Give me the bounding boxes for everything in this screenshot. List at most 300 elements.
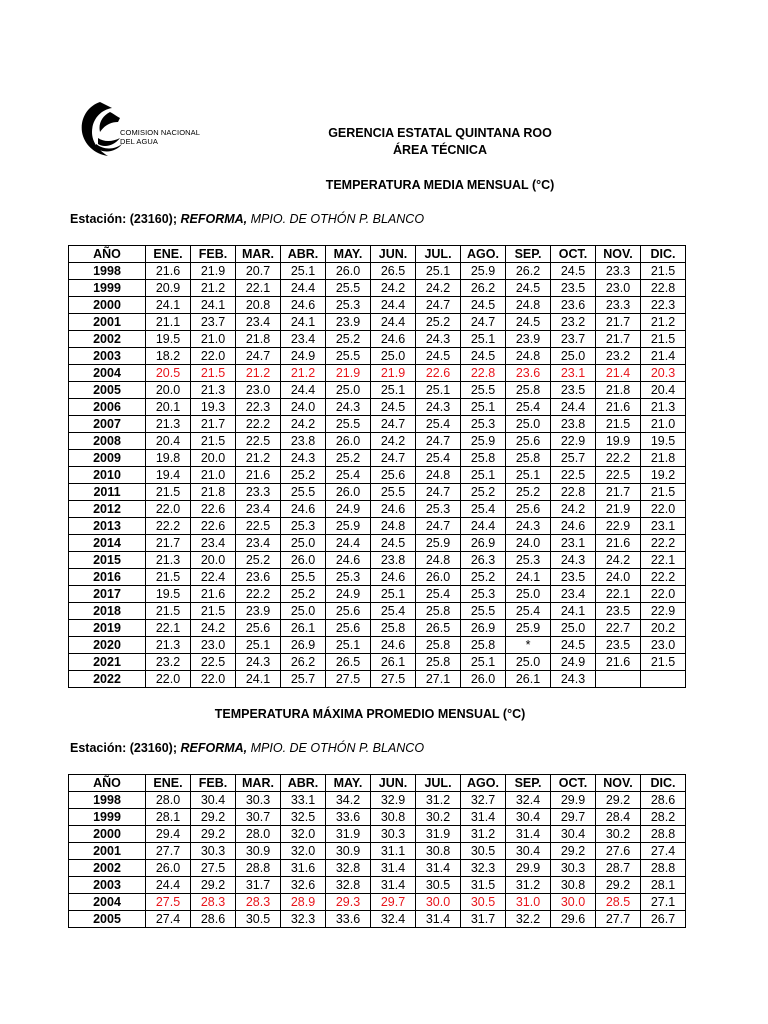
value-cell: 24.4: [281, 280, 326, 297]
table-row: [69, 433, 686, 450]
value-cell: 19.9: [596, 433, 641, 450]
value-cell: 24.7: [461, 314, 506, 331]
table-row: [69, 416, 686, 433]
value-cell: 23.5: [551, 382, 596, 399]
value-cell: 20.1: [146, 399, 191, 416]
value-cell: 24.4: [371, 314, 416, 331]
value-cell: 25.6: [326, 620, 371, 637]
value-cell: 21.2: [191, 280, 236, 297]
year-cell: 2001: [69, 314, 146, 331]
header-month: JUL.: [416, 775, 461, 792]
value-cell: 21.5: [641, 331, 686, 348]
value-cell: 30.3: [371, 826, 416, 843]
value-cell: 22.5: [236, 433, 281, 450]
header-month: NOV.: [596, 246, 641, 263]
value-cell: 22.3: [236, 399, 281, 416]
value-cell: 21.5: [146, 484, 191, 501]
value-cell: 22.9: [641, 603, 686, 620]
value-cell: 25.0: [281, 535, 326, 552]
value-cell: 25.2: [326, 331, 371, 348]
value-cell: 22.2: [641, 535, 686, 552]
value-cell: 19.8: [146, 450, 191, 467]
value-cell: 21.4: [641, 348, 686, 365]
value-cell: 21.2: [281, 365, 326, 382]
value-cell: 24.5: [371, 535, 416, 552]
value-cell: 28.3: [191, 894, 236, 911]
value-cell: 30.7: [236, 809, 281, 826]
value-cell: 22.0: [191, 348, 236, 365]
year-cell: 2005: [69, 382, 146, 399]
value-cell: 26.0: [326, 484, 371, 501]
value-cell: 30.4: [506, 843, 551, 860]
table-row: [69, 314, 686, 331]
value-cell: 19.4: [146, 467, 191, 484]
value-cell: 20.7: [236, 263, 281, 280]
value-cell: 25.0: [281, 603, 326, 620]
value-cell: 21.3: [146, 637, 191, 654]
value-cell: 25.4: [416, 416, 461, 433]
value-cell: 21.3: [191, 382, 236, 399]
value-cell: 23.9: [326, 314, 371, 331]
value-cell: 24.9: [551, 654, 596, 671]
value-cell: 27.5: [326, 671, 371, 688]
value-cell: 23.4: [236, 535, 281, 552]
value-cell: 24.8: [506, 297, 551, 314]
value-cell: 21.0: [641, 416, 686, 433]
table2-grid: [68, 774, 686, 928]
value-cell: 21.5: [191, 433, 236, 450]
value-cell: 25.8: [371, 620, 416, 637]
value-cell: 21.7: [596, 331, 641, 348]
value-cell: 20.4: [641, 382, 686, 399]
value-cell: 25.9: [326, 518, 371, 535]
value-cell: 30.8: [551, 877, 596, 894]
value-cell: 21.6: [146, 263, 191, 280]
table-row: [69, 877, 686, 894]
value-cell: 23.4: [281, 331, 326, 348]
value-cell: 27.5: [146, 894, 191, 911]
value-cell: 23.3: [596, 263, 641, 280]
value-cell: 33.1: [281, 792, 326, 809]
value-cell: 25.1: [371, 382, 416, 399]
value-cell: 25.5: [281, 484, 326, 501]
value-cell: 25.6: [506, 433, 551, 450]
value-cell: 24.5: [416, 348, 461, 365]
value-cell: 25.3: [326, 297, 371, 314]
value-cell: 29.9: [551, 792, 596, 809]
header-month: JUN.: [371, 246, 416, 263]
value-cell: 29.2: [596, 877, 641, 894]
value-cell: 22.5: [236, 518, 281, 535]
value-cell: 22.0: [146, 501, 191, 518]
value-cell: 26.2: [281, 654, 326, 671]
value-cell: 31.4: [416, 911, 461, 928]
value-cell: 28.6: [191, 911, 236, 928]
value-cell: 24.5: [371, 399, 416, 416]
value-cell: 26.1: [281, 620, 326, 637]
value-cell: 25.5: [461, 382, 506, 399]
value-cell: 30.8: [416, 843, 461, 860]
value-cell: 28.0: [146, 792, 191, 809]
value-cell: 32.2: [506, 911, 551, 928]
value-cell: 31.7: [461, 911, 506, 928]
value-cell: 26.0: [146, 860, 191, 877]
value-cell: 21.5: [641, 654, 686, 671]
table-row: [69, 894, 686, 911]
header-month: DIC.: [641, 246, 686, 263]
table-row: [69, 263, 686, 280]
value-cell: 21.3: [146, 416, 191, 433]
value-cell: 26.1: [371, 654, 416, 671]
value-cell: 21.4: [596, 365, 641, 382]
value-cell: 25.5: [371, 484, 416, 501]
value-cell: [641, 671, 686, 688]
value-cell: *: [506, 637, 551, 654]
year-cell: 2012: [69, 501, 146, 518]
value-cell: 22.1: [641, 552, 686, 569]
value-cell: 22.1: [236, 280, 281, 297]
value-cell: 23.9: [236, 603, 281, 620]
value-cell: 32.4: [371, 911, 416, 928]
value-cell: 31.5: [461, 877, 506, 894]
year-cell: 2007: [69, 416, 146, 433]
value-cell: 25.2: [416, 314, 461, 331]
header-month: SEP.: [506, 246, 551, 263]
value-cell: 25.9: [461, 263, 506, 280]
value-cell: 20.0: [191, 552, 236, 569]
value-cell: 25.1: [506, 467, 551, 484]
table-row: [69, 843, 686, 860]
value-cell: 24.3: [326, 399, 371, 416]
value-cell: 25.2: [506, 484, 551, 501]
value-cell: 21.8: [641, 450, 686, 467]
value-cell: 25.3: [326, 569, 371, 586]
table-row: [69, 399, 686, 416]
station-location: MPIO. DE OTHÓN P. BLANCO: [250, 741, 425, 755]
value-cell: 28.4: [596, 809, 641, 826]
year-cell: 2013: [69, 518, 146, 535]
value-cell: 21.8: [596, 382, 641, 399]
value-cell: 24.3: [506, 518, 551, 535]
value-cell: 22.2: [146, 518, 191, 535]
value-cell: 28.8: [641, 860, 686, 877]
header-year: AÑO: [69, 775, 146, 792]
value-cell: 27.1: [641, 894, 686, 911]
value-cell: 24.5: [551, 637, 596, 654]
value-cell: 23.1: [641, 518, 686, 535]
value-cell: 22.6: [416, 365, 461, 382]
value-cell: 24.7: [416, 297, 461, 314]
value-cell: 22.9: [596, 518, 641, 535]
header-month: AGO.: [461, 246, 506, 263]
value-cell: 26.1: [506, 671, 551, 688]
value-cell: 24.1: [506, 569, 551, 586]
table-row: [69, 637, 686, 654]
value-cell: 25.3: [461, 416, 506, 433]
value-cell: 24.5: [506, 314, 551, 331]
value-cell: 26.0: [461, 671, 506, 688]
table2-station: [70, 741, 424, 755]
value-cell: 25.5: [281, 569, 326, 586]
year-cell: 1999: [69, 280, 146, 297]
value-cell: 21.8: [236, 331, 281, 348]
value-cell: 25.0: [371, 348, 416, 365]
logo-line1: COMISION NACIONAL: [120, 128, 201, 137]
value-cell: 33.6: [326, 911, 371, 928]
value-cell: 23.0: [236, 382, 281, 399]
value-cell: 27.5: [191, 860, 236, 877]
value-cell: 29.7: [371, 894, 416, 911]
value-cell: 24.3: [416, 331, 461, 348]
value-cell: 21.5: [191, 365, 236, 382]
value-cell: 20.0: [191, 450, 236, 467]
value-cell: 25.1: [461, 654, 506, 671]
value-cell: 25.4: [506, 603, 551, 620]
year-cell: 2006: [69, 399, 146, 416]
year-cell: 2008: [69, 433, 146, 450]
value-cell: 29.3: [326, 894, 371, 911]
value-cell: 25.0: [551, 620, 596, 637]
value-cell: 23.0: [596, 280, 641, 297]
value-cell: 21.9: [596, 501, 641, 518]
value-cell: 23.8: [371, 552, 416, 569]
value-cell: 25.8: [416, 654, 461, 671]
value-cell: 23.4: [236, 314, 281, 331]
value-cell: 32.8: [326, 877, 371, 894]
value-cell: 30.5: [461, 843, 506, 860]
year-cell: 2016: [69, 569, 146, 586]
value-cell: 20.0: [146, 382, 191, 399]
value-cell: 25.3: [461, 586, 506, 603]
header-month: JUN.: [371, 775, 416, 792]
value-cell: 25.9: [506, 620, 551, 637]
value-cell: 21.2: [641, 314, 686, 331]
header-month: MAR.: [236, 775, 281, 792]
value-cell: 25.6: [506, 501, 551, 518]
value-cell: 21.7: [596, 314, 641, 331]
value-cell: 28.1: [146, 809, 191, 826]
value-cell: 30.2: [596, 826, 641, 843]
header-month: MAY.: [326, 246, 371, 263]
value-cell: 31.9: [416, 826, 461, 843]
table-row: [69, 569, 686, 586]
value-cell: 24.6: [371, 637, 416, 654]
value-cell: 22.4: [191, 569, 236, 586]
value-cell: 24.7: [416, 484, 461, 501]
value-cell: 22.6: [191, 518, 236, 535]
table-row: [69, 501, 686, 518]
header-month: MAR.: [236, 246, 281, 263]
value-cell: 24.6: [326, 552, 371, 569]
value-cell: 22.5: [551, 467, 596, 484]
value-cell: 24.7: [371, 450, 416, 467]
value-cell: 25.1: [461, 331, 506, 348]
value-cell: 21.9: [326, 365, 371, 382]
value-cell: 24.8: [371, 518, 416, 535]
value-cell: 26.0: [416, 569, 461, 586]
value-cell: 23.7: [551, 331, 596, 348]
value-cell: 24.8: [416, 467, 461, 484]
value-cell: 26.5: [416, 620, 461, 637]
value-cell: 24.1: [281, 314, 326, 331]
value-cell: 31.0: [506, 894, 551, 911]
header-month: FEB.: [191, 775, 236, 792]
value-cell: 25.1: [461, 467, 506, 484]
value-cell: 24.1: [236, 671, 281, 688]
value-cell: 22.8: [641, 280, 686, 297]
value-cell: 19.2: [641, 467, 686, 484]
value-cell: 25.6: [236, 620, 281, 637]
year-cell: 2009: [69, 450, 146, 467]
value-cell: 22.6: [191, 501, 236, 518]
value-cell: 25.1: [461, 399, 506, 416]
value-cell: 24.2: [416, 280, 461, 297]
table-row: [69, 450, 686, 467]
value-cell: 22.1: [146, 620, 191, 637]
value-cell: 23.5: [551, 569, 596, 586]
year-cell: 2000: [69, 826, 146, 843]
value-cell: 31.4: [371, 877, 416, 894]
value-cell: 24.9: [281, 348, 326, 365]
value-cell: 25.4: [461, 501, 506, 518]
year-cell: 1998: [69, 792, 146, 809]
value-cell: 25.2: [281, 467, 326, 484]
value-cell: 25.4: [416, 586, 461, 603]
value-cell: 22.5: [596, 467, 641, 484]
value-cell: 25.5: [461, 603, 506, 620]
value-cell: 22.2: [236, 586, 281, 603]
value-cell: 23.1: [551, 365, 596, 382]
value-cell: 30.5: [416, 877, 461, 894]
value-cell: 21.6: [596, 654, 641, 671]
value-cell: 22.0: [641, 586, 686, 603]
value-cell: 24.4: [551, 399, 596, 416]
table-row: [69, 518, 686, 535]
value-cell: 23.6: [551, 297, 596, 314]
value-cell: 21.5: [596, 416, 641, 433]
value-cell: 29.2: [191, 826, 236, 843]
value-cell: 32.5: [281, 809, 326, 826]
value-cell: 23.0: [641, 637, 686, 654]
value-cell: 18.2: [146, 348, 191, 365]
value-cell: 21.7: [146, 535, 191, 552]
value-cell: 27.5: [371, 671, 416, 688]
value-cell: 24.7: [371, 416, 416, 433]
value-cell: 21.6: [596, 399, 641, 416]
value-cell: 28.2: [641, 809, 686, 826]
value-cell: 32.8: [326, 860, 371, 877]
year-cell: 2015: [69, 552, 146, 569]
value-cell: 28.8: [641, 826, 686, 843]
value-cell: 24.8: [506, 348, 551, 365]
value-cell: 21.0: [191, 331, 236, 348]
value-cell: 31.6: [281, 860, 326, 877]
value-cell: 31.2: [506, 877, 551, 894]
value-cell: 26.2: [506, 263, 551, 280]
value-cell: 24.0: [596, 569, 641, 586]
value-cell: 24.2: [551, 501, 596, 518]
value-cell: 22.2: [236, 416, 281, 433]
value-cell: 21.5: [191, 603, 236, 620]
value-cell: 21.0: [191, 467, 236, 484]
logo-line2: DEL AGUA: [120, 137, 159, 146]
value-cell: 31.4: [416, 860, 461, 877]
table-row: [69, 467, 686, 484]
value-cell: 20.2: [641, 620, 686, 637]
value-cell: 22.8: [461, 365, 506, 382]
value-cell: 25.5: [326, 348, 371, 365]
value-cell: 21.1: [146, 314, 191, 331]
value-cell: 24.4: [146, 877, 191, 894]
table-row: [69, 603, 686, 620]
table-row: [69, 331, 686, 348]
value-cell: 22.2: [596, 450, 641, 467]
value-cell: 24.7: [236, 348, 281, 365]
value-cell: 25.2: [461, 569, 506, 586]
value-cell: 24.2: [596, 552, 641, 569]
value-cell: 25.3: [281, 518, 326, 535]
header-month: SEP.: [506, 775, 551, 792]
value-cell: 25.2: [236, 552, 281, 569]
value-cell: 25.6: [371, 467, 416, 484]
value-cell: 23.4: [236, 501, 281, 518]
year-cell: 1998: [69, 263, 146, 280]
value-cell: 30.3: [191, 843, 236, 860]
value-cell: 29.7: [551, 809, 596, 826]
value-cell: 27.7: [596, 911, 641, 928]
value-cell: 24.2: [371, 280, 416, 297]
value-cell: 31.1: [371, 843, 416, 860]
value-cell: 30.4: [551, 826, 596, 843]
value-cell: 32.3: [461, 860, 506, 877]
value-cell: 25.5: [326, 280, 371, 297]
value-cell: 24.9: [326, 586, 371, 603]
value-cell: 24.7: [416, 518, 461, 535]
value-cell: 24.5: [551, 263, 596, 280]
value-cell: 30.4: [191, 792, 236, 809]
value-cell: 21.2: [236, 365, 281, 382]
value-cell: 19.5: [146, 586, 191, 603]
value-cell: 30.5: [461, 894, 506, 911]
value-cell: 21.5: [146, 603, 191, 620]
value-cell: 28.7: [596, 860, 641, 877]
value-cell: 23.2: [596, 348, 641, 365]
value-cell: 20.8: [236, 297, 281, 314]
value-cell: 27.6: [596, 843, 641, 860]
value-cell: 22.7: [596, 620, 641, 637]
value-cell: 24.1: [191, 297, 236, 314]
value-cell: 24.1: [551, 603, 596, 620]
value-cell: 23.2: [551, 314, 596, 331]
value-cell: 29.2: [191, 877, 236, 894]
value-cell: 29.2: [551, 843, 596, 860]
value-cell: 31.4: [506, 826, 551, 843]
value-cell: 27.7: [146, 843, 191, 860]
value-cell: 22.8: [551, 484, 596, 501]
value-cell: 26.9: [461, 620, 506, 637]
value-cell: 19.5: [146, 331, 191, 348]
value-cell: 27.4: [146, 911, 191, 928]
value-cell: 24.3: [416, 399, 461, 416]
table-row: [69, 826, 686, 843]
value-cell: 28.3: [236, 894, 281, 911]
value-cell: 32.6: [281, 877, 326, 894]
value-cell: 28.8: [236, 860, 281, 877]
value-cell: 31.2: [416, 792, 461, 809]
header-month: ABR.: [281, 246, 326, 263]
value-cell: 24.6: [371, 501, 416, 518]
year-cell: 2021: [69, 654, 146, 671]
